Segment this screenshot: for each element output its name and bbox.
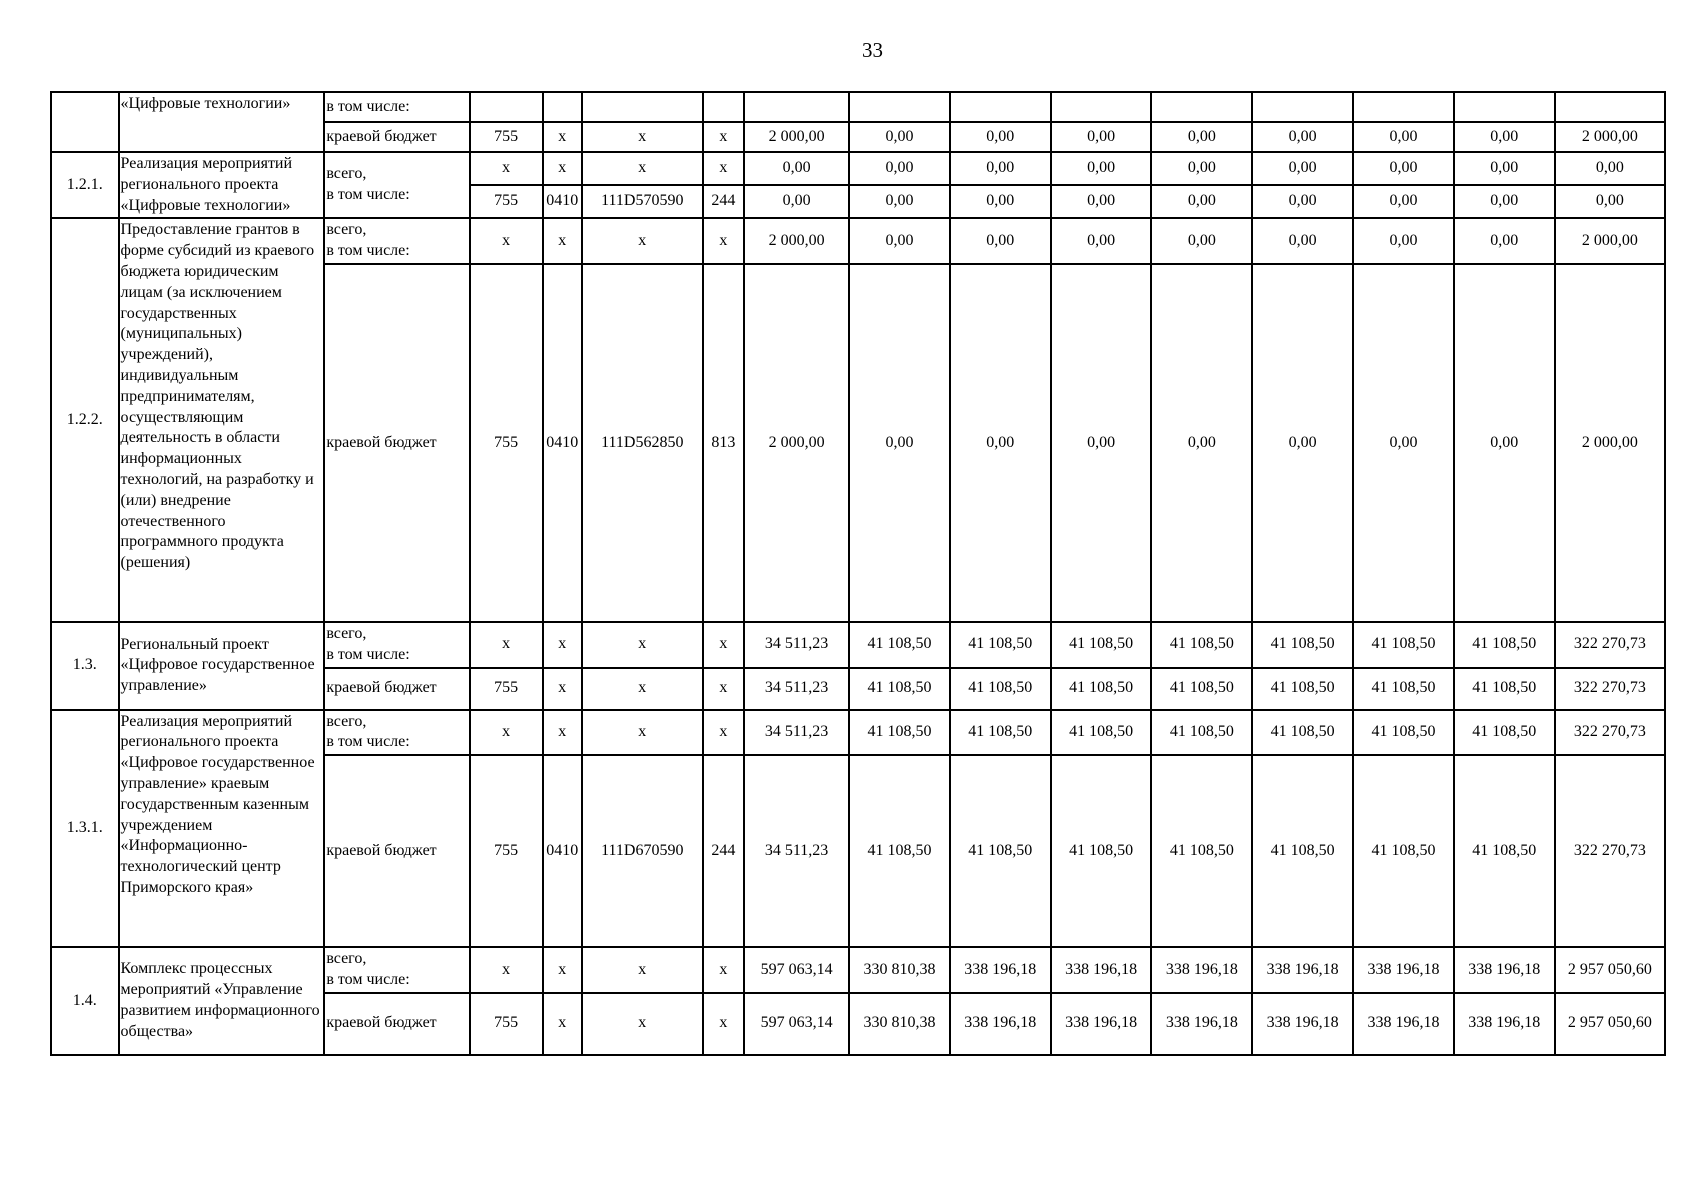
value-cell: 322 270,73 [1555, 622, 1665, 668]
source-cell: в том числе: [324, 92, 469, 122]
grbs-cell: x [470, 947, 543, 993]
value-cell: 597 063,14 [744, 947, 849, 993]
value-cell: 0,00 [1051, 122, 1152, 152]
value-cell: 2 957 050,60 [1555, 947, 1665, 993]
table-body [51, 92, 1665, 1055]
vr-cell: 244 [703, 185, 745, 218]
row-label: 1.4. [51, 947, 119, 1055]
value-cell: 41 108,50 [1252, 755, 1353, 947]
value-cell: 338 196,18 [1252, 993, 1353, 1055]
grbs-cell: x [470, 710, 543, 756]
table-row [51, 218, 1665, 264]
value-cell: 338 196,18 [1353, 947, 1454, 993]
value-cell: 338 196,18 [1454, 947, 1555, 993]
value-cell: 338 196,18 [1151, 947, 1252, 993]
csr-cell: 111D670590 [582, 755, 703, 947]
value-cell: 330 810,38 [849, 947, 950, 993]
source-cell: всего, в том числе: [324, 710, 469, 756]
value-cell: 41 108,50 [1151, 668, 1252, 710]
row-label: 1.3.1. [51, 710, 119, 948]
value-cell: 41 108,50 [1151, 710, 1252, 756]
value-cell: 0,00 [1454, 264, 1555, 622]
grbs-cell: 755 [470, 185, 543, 218]
csr-cell: x [582, 993, 703, 1055]
value-cell: 0,00 [950, 218, 1051, 264]
rzpr-cell: x [543, 993, 582, 1055]
value-cell: 41 108,50 [1051, 622, 1152, 668]
row-name: Реализация мероприятий регионального проекта «Цифровое государственное управление» краевым государственным казенным учреждением «Информационно-технологический центр Приморского края» [119, 710, 325, 948]
value-cell: 2 000,00 [744, 264, 849, 622]
source-cell: всего, в том числе: [324, 152, 469, 218]
value-cell: 0,00 [1151, 152, 1252, 185]
vr-cell: x [703, 152, 745, 185]
value-cell: 41 108,50 [1252, 622, 1353, 668]
value-cell: 322 270,73 [1555, 668, 1665, 710]
value-cell: 0,00 [1151, 264, 1252, 622]
rzpr-cell: 0410 [543, 185, 582, 218]
value-cell: 41 108,50 [849, 710, 950, 756]
row-name: Региональный проект «Цифровое государственное управление» [119, 622, 325, 710]
value-cell [744, 92, 849, 122]
value-cell: 0,00 [1454, 152, 1555, 185]
vr-cell: x [703, 122, 745, 152]
rzpr-cell: x [543, 622, 582, 668]
value-cell: 0,00 [950, 152, 1051, 185]
value-cell: 41 108,50 [1454, 755, 1555, 947]
value-cell: 338 196,18 [1454, 993, 1555, 1055]
value-cell: 41 108,50 [1051, 755, 1152, 947]
value-cell: 41 108,50 [950, 668, 1051, 710]
csr-cell: x [582, 710, 703, 756]
rzpr-cell: 0410 [543, 264, 582, 622]
value-cell: 0,00 [849, 185, 950, 218]
source-cell: всего, в том числе: [324, 622, 469, 668]
value-cell [1151, 92, 1252, 122]
csr-cell: x [582, 152, 703, 185]
value-cell: 338 196,18 [1252, 947, 1353, 993]
csr-cell: x [582, 218, 703, 264]
csr-cell: 111D562850 [582, 264, 703, 622]
value-cell: 41 108,50 [1353, 622, 1454, 668]
page-number: 33 [862, 38, 883, 62]
rzpr-cell: 0410 [543, 755, 582, 947]
value-cell [1353, 92, 1454, 122]
value-cell: 0,00 [1454, 218, 1555, 264]
value-cell: 0,00 [744, 152, 849, 185]
rzpr-cell: x [543, 947, 582, 993]
value-cell: 0,00 [950, 122, 1051, 152]
value-cell: 338 196,18 [1051, 993, 1152, 1055]
value-cell: 41 108,50 [950, 710, 1051, 756]
vr-cell: 813 [703, 264, 745, 622]
value-cell: 0,00 [1353, 152, 1454, 185]
value-cell [950, 92, 1051, 122]
grbs-cell: 755 [470, 264, 543, 622]
row-name: Предоставление грантов в форме субсидий из краевого бюджета юридическим лицам (за исключением государственных (муниципальных) учреждений), индивидуальным предпринимателям, осуществляющим деятельность в области информационных технологий, на разработку и (или) внедрение отечественного программного продукта (решения) [119, 218, 325, 622]
table-row [51, 152, 1665, 185]
grbs-cell: 755 [470, 993, 543, 1055]
value-cell: 0,00 [1353, 218, 1454, 264]
value-cell: 0,00 [1252, 152, 1353, 185]
value-cell: 0,00 [1051, 264, 1152, 622]
value-cell: 322 270,73 [1555, 755, 1665, 947]
value-cell: 41 108,50 [1454, 622, 1555, 668]
value-cell: 0,00 [950, 185, 1051, 218]
value-cell: 338 196,18 [1353, 993, 1454, 1055]
value-cell [1252, 92, 1353, 122]
table-row [51, 710, 1665, 756]
row-label: 1.3. [51, 622, 119, 710]
row-label: 1.2.2. [51, 218, 119, 622]
vr-cell: x [703, 218, 745, 264]
value-cell: 41 108,50 [849, 622, 950, 668]
vr-cell: x [703, 993, 745, 1055]
value-cell: 41 108,50 [1051, 710, 1152, 756]
vr-cell: x [703, 668, 745, 710]
value-cell: 330 810,38 [849, 993, 950, 1055]
vr-cell: 244 [703, 755, 745, 947]
table-row [51, 622, 1665, 668]
value-cell: 338 196,18 [1151, 993, 1252, 1055]
value-cell: 41 108,50 [849, 668, 950, 710]
value-cell: 0,00 [1353, 264, 1454, 622]
value-cell: 34 511,23 [744, 755, 849, 947]
value-cell: 0,00 [1151, 122, 1252, 152]
vr-cell: x [703, 622, 745, 668]
value-cell: 0,00 [849, 264, 950, 622]
value-cell: 0,00 [1252, 185, 1353, 218]
csr-cell: 111D570590 [582, 185, 703, 218]
grbs-cell: 755 [470, 755, 543, 947]
value-cell [1454, 92, 1555, 122]
value-cell: 41 108,50 [1353, 668, 1454, 710]
value-cell: 0,00 [1051, 185, 1152, 218]
csr-cell: x [582, 122, 703, 152]
rzpr-cell [543, 92, 582, 122]
value-cell: 0,00 [1151, 185, 1252, 218]
rzpr-cell: x [543, 710, 582, 756]
value-cell: 322 270,73 [1555, 710, 1665, 756]
value-cell: 41 108,50 [1353, 710, 1454, 756]
rzpr-cell: x [543, 122, 582, 152]
source-cell: краевой бюджет [324, 755, 469, 947]
csr-cell: x [582, 947, 703, 993]
value-cell: 0,00 [849, 152, 950, 185]
rzpr-cell: x [543, 218, 582, 264]
value-cell: 34 511,23 [744, 710, 849, 756]
value-cell: 0,00 [1051, 218, 1152, 264]
vr-cell: x [703, 947, 745, 993]
value-cell: 597 063,14 [744, 993, 849, 1055]
vr-cell: x [703, 710, 745, 756]
value-cell: 338 196,18 [1051, 947, 1152, 993]
row-label: 1.2.1. [51, 152, 119, 218]
csr-cell: x [582, 668, 703, 710]
source-cell: всего, в том числе: [324, 218, 469, 264]
value-cell: 0,00 [744, 185, 849, 218]
source-cell: краевой бюджет [324, 668, 469, 710]
value-cell: 2 000,00 [1555, 218, 1665, 264]
value-cell: 41 108,50 [950, 622, 1051, 668]
table-row [51, 92, 1665, 122]
value-cell: 0,00 [1555, 185, 1665, 218]
grbs-cell: 755 [470, 668, 543, 710]
value-cell: 0,00 [1252, 122, 1353, 152]
rzpr-cell: x [543, 668, 582, 710]
value-cell: 0,00 [1555, 152, 1665, 185]
value-cell: 338 196,18 [950, 947, 1051, 993]
value-cell: 41 108,50 [1151, 755, 1252, 947]
value-cell: 34 511,23 [744, 622, 849, 668]
value-cell: 0,00 [1151, 218, 1252, 264]
value-cell: 2 000,00 [1555, 122, 1665, 152]
grbs-cell: x [470, 152, 543, 185]
value-cell: 41 108,50 [1151, 622, 1252, 668]
value-cell [1051, 92, 1152, 122]
value-cell: 41 108,50 [950, 755, 1051, 947]
value-cell: 41 108,50 [849, 755, 950, 947]
value-cell: 41 108,50 [1051, 668, 1152, 710]
grbs-cell [470, 92, 543, 122]
grbs-cell: x [470, 622, 543, 668]
row-name: «Цифровые технологии» [119, 92, 325, 152]
value-cell: 0,00 [849, 122, 950, 152]
rzpr-cell: x [543, 152, 582, 185]
grbs-cell: x [470, 218, 543, 264]
value-cell: 0,00 [849, 218, 950, 264]
value-cell: 2 000,00 [744, 218, 849, 264]
row-name: Реализация мероприятий регионального проекта «Цифровые технологии» [119, 152, 325, 218]
value-cell: 0,00 [1454, 122, 1555, 152]
value-cell: 0,00 [1252, 264, 1353, 622]
value-cell: 41 108,50 [1454, 668, 1555, 710]
value-cell: 2 000,00 [744, 122, 849, 152]
value-cell: 0,00 [1454, 185, 1555, 218]
budget-table [50, 91, 1666, 1056]
value-cell: 2 957 050,60 [1555, 993, 1665, 1055]
value-cell: 0,00 [950, 264, 1051, 622]
grbs-cell: 755 [470, 122, 543, 152]
source-cell: краевой бюджет [324, 264, 469, 622]
value-cell: 0,00 [1353, 185, 1454, 218]
csr-cell [582, 92, 703, 122]
vr-cell [703, 92, 745, 122]
value-cell: 41 108,50 [1353, 755, 1454, 947]
source-cell: краевой бюджет [324, 993, 469, 1055]
source-cell: всего, в том числе: [324, 947, 469, 993]
value-cell: 338 196,18 [950, 993, 1051, 1055]
value-cell: 0,00 [1353, 122, 1454, 152]
value-cell [849, 92, 950, 122]
table-row [51, 947, 1665, 993]
value-cell: 2 000,00 [1555, 264, 1665, 622]
row-name: Комплекс процессных мероприятий «Управление развитием информационного общества» [119, 947, 325, 1055]
value-cell: 41 108,50 [1252, 668, 1353, 710]
value-cell: 41 108,50 [1252, 710, 1353, 756]
row-label [51, 92, 119, 152]
value-cell [1555, 92, 1665, 122]
value-cell: 0,00 [1252, 218, 1353, 264]
value-cell: 0,00 [1051, 152, 1152, 185]
value-cell: 34 511,23 [744, 668, 849, 710]
csr-cell: x [582, 622, 703, 668]
source-cell: краевой бюджет [324, 122, 469, 152]
value-cell: 41 108,50 [1454, 710, 1555, 756]
